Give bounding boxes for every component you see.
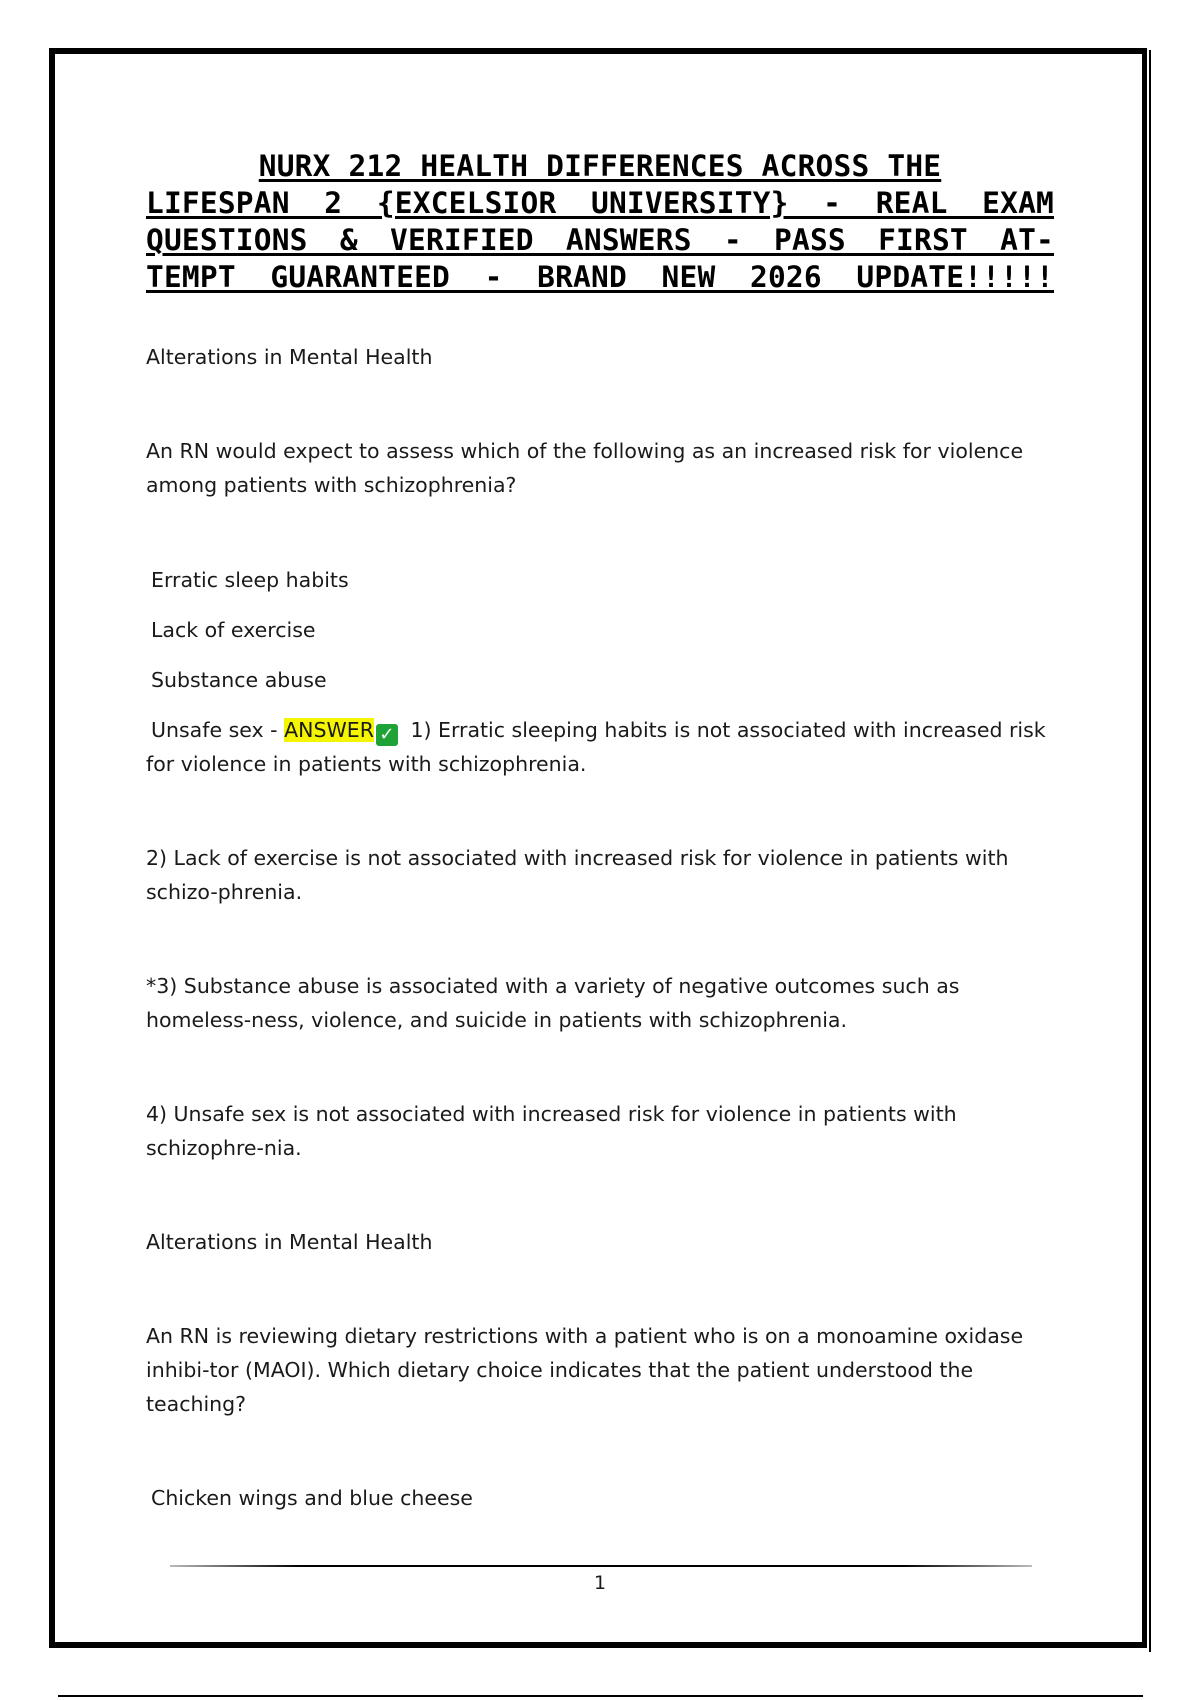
document-body [146, 340, 1058, 1515]
title-line-3: QUESTIONS & VERIFIED ANSWERS - PASS FIRST AT- [146, 223, 1054, 257]
question-text: An RN is reviewing dietary restrictions with a patient who is on a monoamine oxidase inhibi-tor (MAOI). Which dietary choice indicates that the patient understood the teaching? [146, 1324, 1024, 1416]
answer-option: Erratic sleep habits [151, 568, 349, 592]
title-line-4: TEMPT GUARANTEED - BRAND NEW 2026 UPDATE!!!!! [146, 260, 1054, 294]
answer-paragraph [146, 713, 1058, 781]
footer-divider [170, 1565, 1032, 1567]
rationale-paragraph: 2) Lack of exercise is not associated with increased risk for violence in patients with schizo-phrenia. [146, 846, 1009, 904]
last-option: Unsafe sex - [151, 718, 285, 742]
page-number: 1 [593, 1572, 607, 1594]
title-line-2: LIFESPAN 2 {EXCELSIOR UNIVERSITY} - REAL EXAM [146, 186, 1054, 220]
answer-option: Chicken wings and blue cheese [151, 1486, 473, 1510]
rationale-paragraph: *3) Substance abuse is associated with a variety of negative outcomes such as homeless-ness, violence, and suicide in patients with schizophrenia. [146, 974, 960, 1032]
document-title [146, 148, 1054, 296]
title-line-1: NURX 212 HEALTH DIFFERENCES ACROSS THE [258, 149, 942, 183]
section-heading: Alterations in Mental Health [146, 1230, 433, 1254]
answer-rationale: 1) Erratic sleeping habits is not associated with increased risk for violence in patients with schizophrenia. [146, 718, 1046, 776]
answer-option: Substance abuse [151, 668, 327, 692]
rationale-paragraph: 4) Unsafe sex is not associated with increased risk for violence in patients with schizophre-nia. [146, 1102, 957, 1160]
answer-label-highlight: ANSWER [284, 718, 374, 742]
question-text: An RN would expect to assess which of the following as an increased risk for violence among patients with schizophrenia? [146, 439, 1024, 497]
check-mark-icon: ✓ [376, 724, 398, 746]
answer-option: Lack of exercise [151, 618, 316, 642]
bottom-divider [58, 1695, 1143, 1697]
section-heading: Alterations in Mental Health [146, 345, 433, 369]
